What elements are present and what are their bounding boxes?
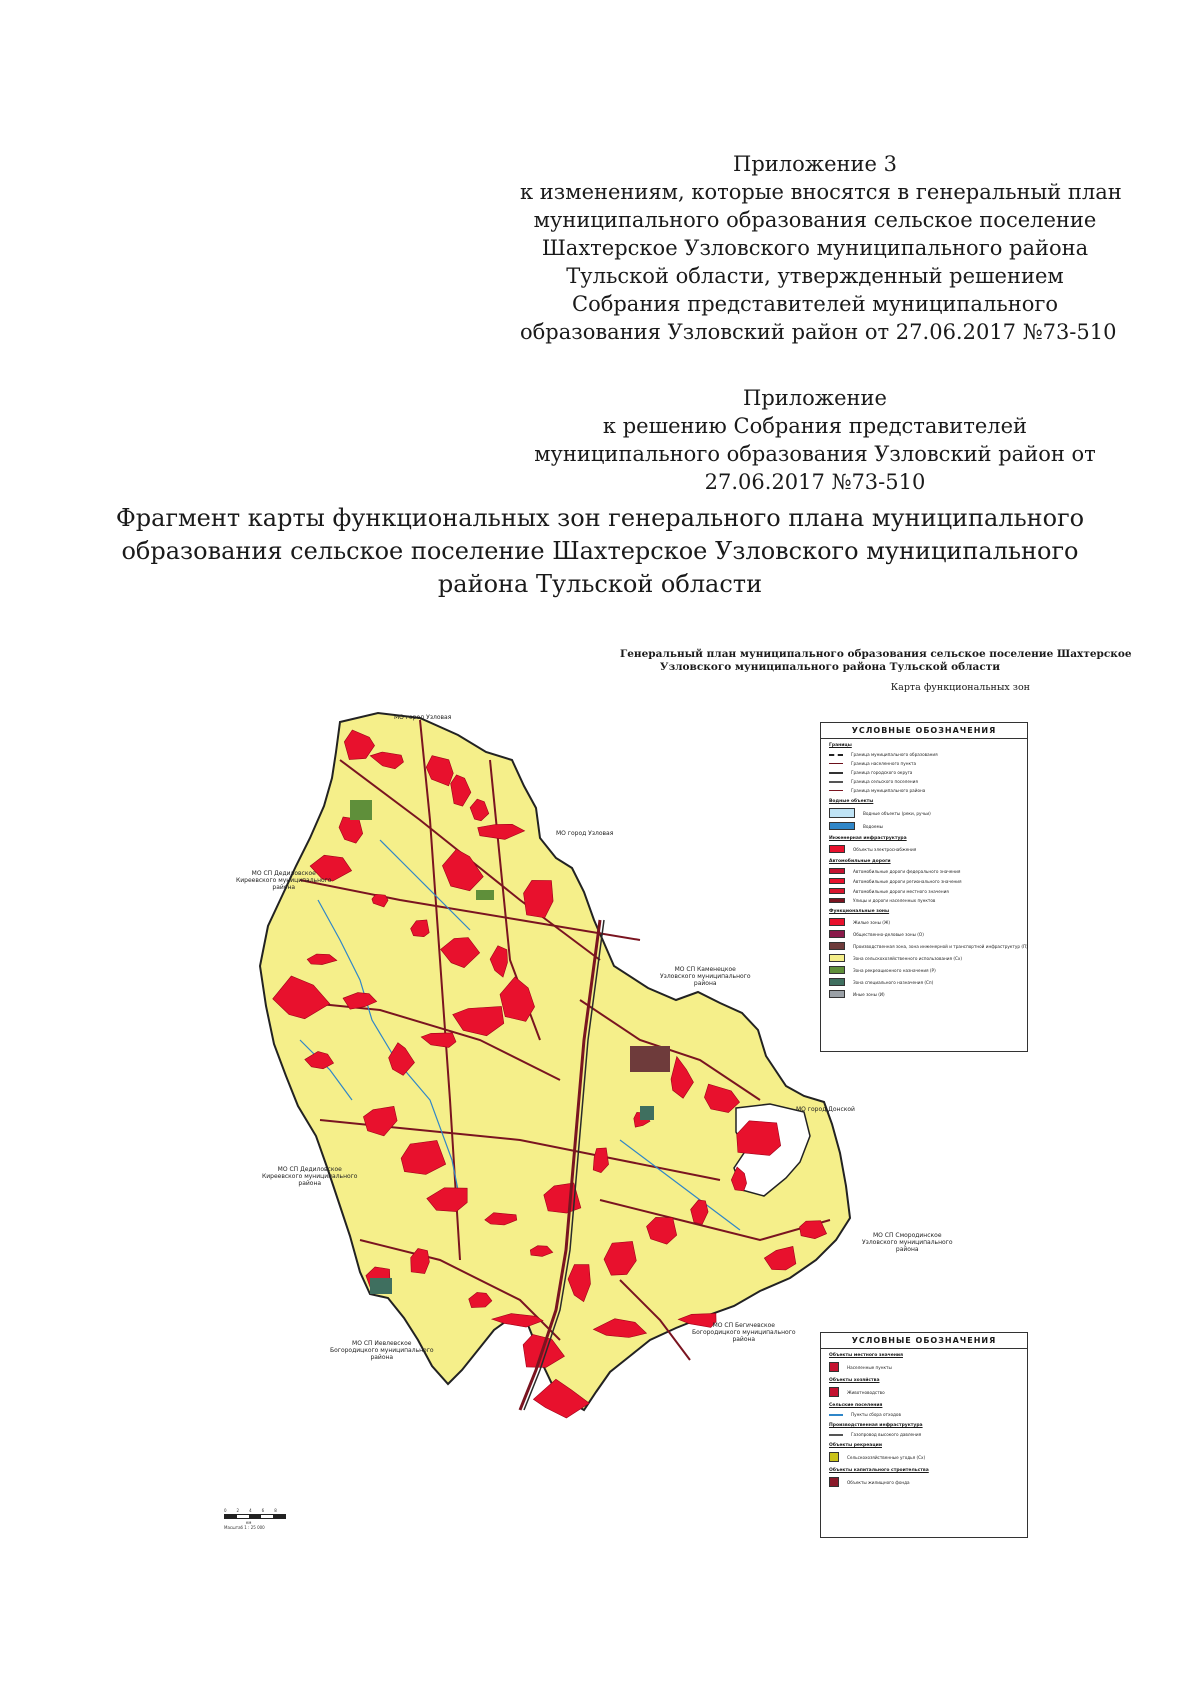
legend-section-heading: Производственная инфраструктура [829,1423,923,1428]
legend-section-heading: Сельские поселения [829,1403,883,1408]
legend-section-heading: Автомобильные дороги [829,859,891,864]
boundary-line-swatch [829,781,843,783]
power-swatch [829,845,845,853]
legend-swatch [829,1362,839,1372]
neighbor-line: района [895,1246,919,1253]
annex-line: муниципального образования сельское поселение [533,208,1097,232]
scale-unit: км [246,1520,252,1525]
legend-swatch [829,1434,843,1436]
scale-ratio: Масштаб 1 : 25 000 [224,1525,265,1530]
scale-ticks [224,1508,286,1513]
annex-line: Шахтерское Узловского муниципального района [541,236,1089,260]
neighbor-label [330,1340,434,1361]
neighbor-label [262,1166,357,1187]
neighbor-line: района [693,980,717,987]
neighbor-label [796,1106,855,1113]
legend-item-label: Граница сельского поселения [851,779,918,784]
neighbor-line: МО город Узловая [556,830,614,837]
neighbor-line: МО СП Каменецкое [674,966,736,973]
road-swatch [829,878,845,884]
legend-item-label: Зона специального назначения (Сп) [853,979,934,985]
legend-item-label: Автомобильные дороги регионального значения [853,878,962,884]
neighbor-line: Узловского муниципального [660,973,751,980]
legend-item [821,759,1027,768]
forest-zone [350,800,372,820]
map-subheader: Карта функциональных зон [890,682,1030,693]
legend-item-label: Граница муниципального образования [851,752,938,757]
scale-tick: 0 [224,1508,227,1513]
legend-functional-zones [820,722,1028,1052]
neighbor-line: МО СП Бегичевское [712,1322,775,1329]
annex-line: к решению Собрания представителей [602,414,1028,438]
legend-item [821,1430,1027,1439]
neighbor-line: района [298,1180,322,1187]
legend-section-heading: Объекты местного значения [829,1353,903,1358]
annex-line: муниципального образования Узловский район от [534,442,1096,466]
legend-item [821,940,1027,952]
zone-swatch [829,918,845,926]
title-line: образования сельское поселение Шахтерское Узловского муниципального [121,537,1079,565]
legend-title: УСЛОВНЫЕ ОБОЗНАЧЕНИЯ [821,1333,1027,1349]
annex-line: Тульской области, утвержденный решением [566,264,1064,288]
neighbor-line: Богородицкого муниципального [330,1347,434,1354]
zone-swatch [829,954,845,962]
legend-item [821,843,1027,855]
legend-item [821,750,1027,759]
legend-title: УСЛОВНЫЕ ОБОЗНАЧЕНИЯ [821,723,1027,739]
neighbor-line: Богородицкого муниципального [692,1329,796,1336]
forest-zone [370,1278,392,1294]
legend-item-label: Объекты электроснабжения [853,846,917,852]
legend-item [821,768,1027,777]
legend-item-label: Граница муниципального района [851,788,926,793]
neighbor-label [862,1232,952,1253]
neighbor-line: района [732,1336,756,1343]
neighbor-line: МО СП Дедиловское [277,1166,342,1173]
legend-item-label: Водоемы [863,823,883,829]
title-line: Фрагмент карты функциональных зон генерального плана муниципального [115,504,1085,532]
legend-item-label: Зона рекреационного назначения (Р) [853,967,936,973]
legend-item [821,777,1027,786]
legend-section-heading: Объекты хозяйства [829,1378,880,1383]
legend-item [821,1475,1027,1489]
legend-objects [820,1332,1028,1538]
legend-item-label: Водные объекты (реки, ручьи) [863,810,931,816]
boundary-line-swatch [829,772,843,774]
legend-swatch [829,1452,839,1462]
legend-item-label: Автомобильные дороги федерального значения [853,868,961,874]
legend-item [821,806,1027,820]
title-line: района Тульской области [437,570,763,598]
neighbor-line: МО город Донской [796,1106,855,1113]
annex-line: Собрания представителей муниципального [572,292,1058,316]
legend-item-label: Газопровод высокого давления [851,1432,922,1437]
neighbor-line: Узловского муниципального [862,1239,953,1246]
neighbor-line: Киреевского муниципального [262,1173,358,1180]
legend-swatch [829,1414,843,1416]
legend-item [821,988,1027,1000]
legend-item [821,928,1027,940]
legend-section-heading: Объекты капитального строительства [829,1468,929,1473]
annex-line: образования Узловский район от 27.06.2017 №73-510 [520,320,1117,344]
road-swatch [829,888,845,894]
neighbor-line: района [370,1354,394,1361]
neighbor-line: района [272,884,296,891]
neighbor-line: МО СП Иевлевское [352,1340,412,1347]
legend-item [821,964,1027,976]
zone-swatch [829,942,845,950]
neighbor-line: МО СП Смородинское [872,1232,942,1239]
legend-section-heading: Водные объекты [829,799,874,804]
scale-tick: 2 [236,1508,240,1513]
industrial-zone [630,1046,670,1072]
legend-item [821,786,1027,795]
neighbor-label [394,714,451,721]
neighbor-label [236,870,331,891]
legend-item-label: Пункты сбора отходов [851,1412,901,1417]
legend-item [821,876,1027,886]
neighbor-line: МО СП Дедиловское [251,870,316,877]
forest-zone [640,1106,654,1120]
scale-bar [224,1508,286,1530]
annex-line: Приложение [743,386,887,410]
legend-item-label: Животноводство [847,1389,885,1395]
legend-item [821,952,1027,964]
legend-item [821,916,1027,928]
legend-item-label: Жилые зоны (Ж) [853,919,891,925]
road-swatch [829,868,845,874]
legend-item [821,1360,1027,1374]
legend-swatch [829,1477,839,1487]
neighbor-label [660,966,750,987]
legend-item [821,820,1027,832]
road-swatch [829,898,845,903]
legend-section-heading: Инженерная инфраструктура [829,836,907,841]
water-swatch [829,808,855,818]
scale-tick: 8 [274,1508,277,1513]
boundary-line-swatch [829,754,843,756]
legend-item-label: Производственная зона, зона инженерной и транспортной инфраструктур (П) [853,943,1028,949]
neighbor-label [556,830,613,837]
annex-line: Приложение 3 [733,152,897,176]
legend-item-label: Улицы и дороги населенных пунктов [853,898,936,903]
legend-item [821,896,1027,905]
legend-item-label: Населенные пункты [847,1364,892,1370]
legend-section-heading: Объекты рекреации [829,1443,882,1448]
neighbor-line: Киреевского муниципального [236,877,332,884]
annex-line: к изменениям, которые вносятся в генеральный план [520,180,1122,204]
legend-item-label: Объекты жилищного фонда [847,1479,910,1485]
zone-swatch [829,966,845,974]
legend-item-label: Зона сельскохозяйственного использования (Сх) [853,955,962,961]
legend-section-heading: Границы [829,743,852,748]
forest-zone [476,890,494,900]
legend-item-label: Сельскохозяйственные угодья (Сх) [847,1454,926,1460]
map-header: Генеральный план муниципального образования сельское поселение Шахтерское [620,648,1132,660]
legend-item-label: Иные зоны (И) [853,991,885,997]
legend-item [821,1450,1027,1464]
legend-item [821,866,1027,876]
annex-line: 27.06.2017 №73-510 [704,470,926,494]
neighbor-line: МО город Узловая [394,714,452,721]
boundary-line-swatch [829,763,843,764]
legend-item [821,1410,1027,1419]
zone-swatch [829,990,845,998]
legend-swatch [829,1387,839,1397]
zone-swatch [829,978,845,986]
legend-item-label: Граница городского округа [851,770,913,775]
legend-item-label: Общественно-деловые зоны (О) [853,931,924,937]
neighbor-label [692,1322,796,1343]
legend-item-label: Граница населенного пункта [851,761,917,766]
legend-item [821,976,1027,988]
legend-section-heading: Функциональные зоны [829,909,890,914]
scale-tick: 4 [249,1508,252,1513]
map-header: Узловского муниципального района Тульской области [659,661,1001,673]
boundary-line-swatch [829,790,843,791]
scale-bar-graphic [224,1514,286,1519]
water-swatch [829,822,855,830]
legend-item [821,886,1027,896]
scale-tick: 6 [261,1508,265,1513]
legend-item-label: Автомобильные дороги местного значения [853,888,949,894]
legend-item [821,1385,1027,1399]
zone-swatch [829,930,845,938]
